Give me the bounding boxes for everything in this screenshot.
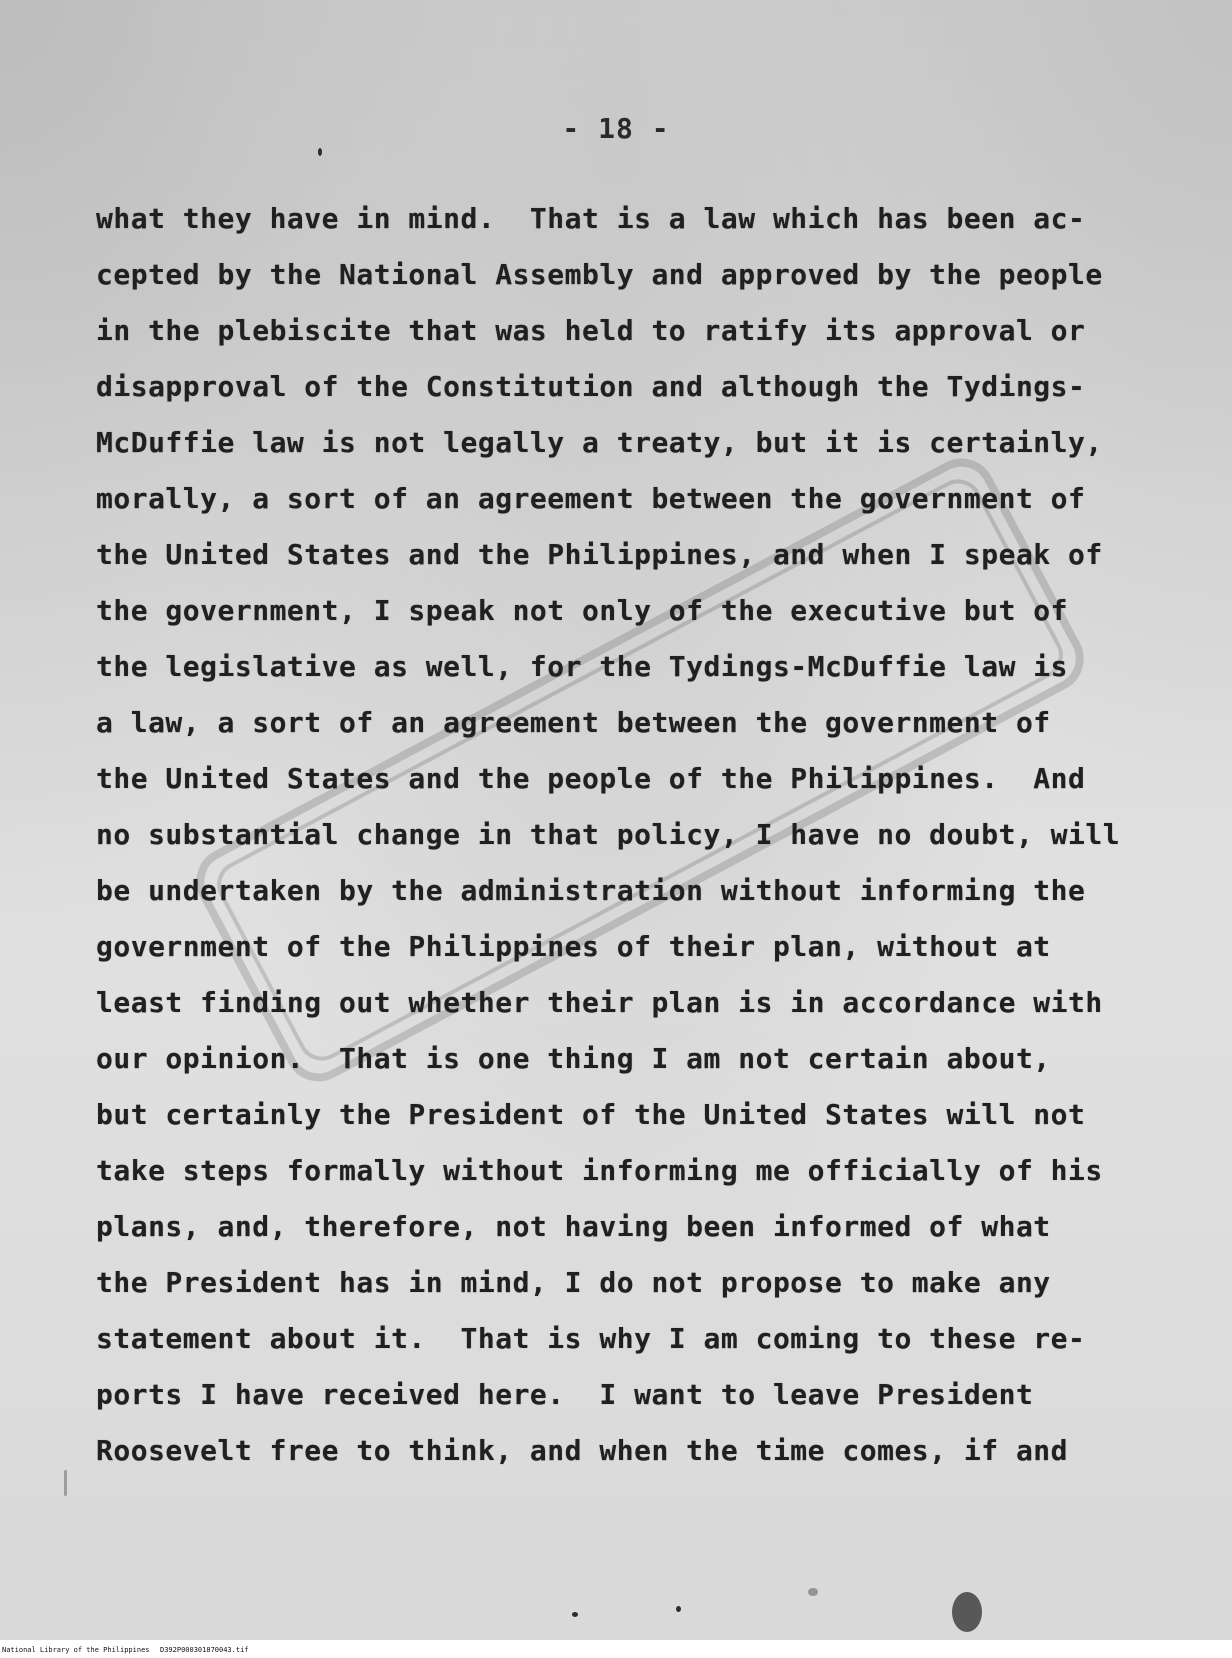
text-line: the legislative as well, for the Tydings-McDuffie law is	[96, 650, 1069, 683]
text-line: take steps formally without informing me officially of his	[96, 1154, 1103, 1187]
scan-speck	[318, 148, 322, 156]
text-line: ports I have received here. I want to leave President	[96, 1378, 1034, 1411]
text-line: McDuffie law is not legally a treaty, but it is certainly,	[96, 426, 1103, 459]
text-line: plans, and, therefore, not having been informed of what	[96, 1210, 1051, 1243]
text-line: what they have in mind. That is a law which has been ac-	[96, 202, 1086, 235]
text-line: the government, I speak not only of the executive but of	[96, 594, 1069, 627]
scan-speck	[952, 1592, 982, 1632]
scan-speck	[676, 1606, 681, 1612]
text-line: a law, a sort of an agreement between the government of	[96, 706, 1051, 739]
text-line: morally, a sort of an agreement between the government of	[96, 482, 1086, 515]
page-number: - 18 -	[562, 112, 670, 145]
text-line: least finding out whether their plan is in accordance with	[96, 986, 1103, 1019]
text-line: be undertaken by the administration without informing the	[96, 874, 1086, 907]
footer-file-id: D392P000301870043.tif	[160, 1646, 249, 1654]
text-line: government of the Philippines of their plan, without at	[96, 930, 1051, 963]
text-line: statement about it. That is why I am coming to these re-	[96, 1322, 1086, 1355]
text-line: cepted by the National Assembly and approved by the people	[96, 258, 1103, 291]
text-line: in the plebiscite that was held to ratify its approval or	[96, 314, 1086, 347]
text-line: the United States and the Philippines, and when I speak of	[96, 538, 1103, 571]
text-line: our opinion. That is one thing I am not certain about,	[96, 1042, 1051, 1075]
text-line: Roosevelt free to think, and when the time comes, if and	[96, 1434, 1069, 1467]
text-line: the United States and the people of the Philippines. And	[96, 762, 1086, 795]
scan-speck	[64, 1470, 67, 1496]
text-line: no substantial change in that policy, I have no doubt, will	[96, 818, 1121, 851]
footer-library-credit: National Library of the Philippines	[2, 1646, 150, 1654]
text-line: the President has in mind, I do not propose to make any	[96, 1266, 1051, 1299]
text-line: but certainly the President of the United States will not	[96, 1098, 1086, 1131]
text-line: disapproval of the Constitution and although the Tydings-	[96, 370, 1086, 403]
scan-speck	[572, 1612, 578, 1617]
scan-speck	[808, 1588, 818, 1596]
